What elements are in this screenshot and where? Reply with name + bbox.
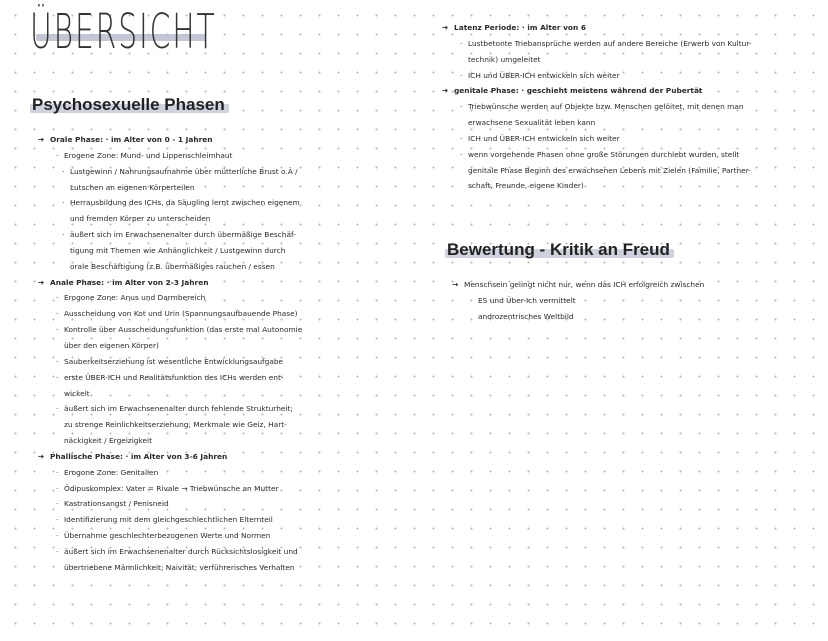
bullet-icon: · (460, 70, 463, 80)
line-text: zu strenge Reinlichkeitserziehung; Merkmale wie Geiz, Hart- (64, 420, 287, 430)
list-item (442, 36, 802, 52)
list-item (38, 164, 368, 180)
line-text: Lustgewinn / Nahrungsaufnahme über mütterliche Brust o.Ä / (70, 166, 298, 176)
list-item (442, 68, 802, 84)
list-item (38, 465, 368, 481)
page-title: ÜBERSICHT (30, 4, 217, 60)
list-item (38, 496, 368, 512)
arrow-icon: ➔ (38, 135, 45, 144)
bullet-icon: · (56, 467, 59, 477)
bullet-icon: · (56, 325, 59, 335)
line-text: Lustbetonte Triebansprüche werden auf andere Bereiche (Erwerb von Kultur- (468, 38, 752, 48)
bullet-icon: · (460, 102, 463, 112)
bullet-icon: · (460, 133, 463, 143)
list-item (38, 148, 368, 164)
arrow-icon: → (452, 280, 459, 289)
line-text: Ausscheidung von Kot und Urin (Spannungsaufbauende Phase) (64, 309, 298, 319)
list-item-continuation (38, 211, 368, 227)
list-item-continuation (38, 560, 368, 576)
bullet-icon: · (62, 166, 65, 176)
bullet-icon: · (56, 372, 59, 382)
section-heading-phasen (32, 95, 225, 115)
bullet-icon: · (56, 356, 59, 366)
bullet-icon: · (56, 546, 59, 556)
phase-heading (442, 83, 802, 99)
line-text: Erogone Zone: Genitalien (64, 467, 159, 477)
list-item-continuation (38, 338, 368, 354)
line-text: Orale Phase: · im Alter von 0 - 1 Jahren (50, 135, 213, 144)
list-item-continuation (38, 417, 368, 433)
list-item (38, 512, 368, 528)
bullet-icon: · (56, 483, 59, 493)
line-text: Herrausbildung des ICHs, da Säugling lernt zwischen eigenem (70, 198, 300, 208)
line-text: Übernahme geschlechterbezogenen Werte und Normen (64, 531, 271, 541)
list-item-continuation (38, 243, 368, 259)
line-text: äußert sich im Erwachsenenalter durch übermäßige Beschäf- (70, 230, 296, 240)
line-text: schaft, Freunde, eigene Kinder) (468, 181, 584, 191)
list-item (38, 370, 368, 386)
line-text: Latenz Periode: · im Alter von 6 (454, 23, 586, 32)
line-text: über den eigenen Körper) (64, 340, 159, 350)
section-heading-bewertung (447, 240, 670, 260)
list-item (38, 544, 368, 560)
line-text: Anale Phase: · im Alter von 2-3 Jahren (50, 277, 209, 287)
phases-list-left (38, 132, 368, 576)
line-text: Triebwünsche werden auf Objekte bzw. Menschen gelöitet, mit denen man (468, 102, 744, 112)
phase-heading (442, 20, 802, 36)
bullet-icon: · (56, 150, 59, 160)
bullet-icon: · (56, 515, 59, 525)
phase-heading (38, 132, 368, 148)
list-item (452, 309, 812, 325)
line-text: Kastrationsangst / Penisneid (64, 499, 169, 509)
list-item-continuation (442, 52, 802, 68)
list-item-continuation (442, 178, 802, 194)
list-item-continuation (38, 180, 368, 196)
line-text: orale Beschäftigung (z.B. übermäßiges rauchen / essen (70, 261, 275, 271)
line-text: Kontrolle über Ausscheidungsfunktion (das erste mal Autonomie (64, 325, 303, 335)
line-text: erwachsene Sexualität leben kann (468, 118, 596, 128)
line-text: Erogone Zone: Anus und Darmbereich (64, 293, 206, 303)
list-item (442, 99, 802, 115)
bullet-icon: · (56, 499, 59, 509)
line-text: ICH und ÜBER-ICH entwickeln sich weiter (468, 70, 620, 80)
section-heading-text: Psychosexuelle Phasen (32, 95, 225, 114)
bullet-icon: · (56, 404, 59, 414)
list-item (38, 195, 368, 211)
list-item (442, 131, 802, 147)
list-item (38, 401, 368, 417)
line-text: Phallische Phase: · im Alter von 3-6 Jahren (50, 451, 228, 461)
list-item (38, 354, 368, 370)
list-item-continuation (442, 115, 802, 131)
line-text: Erogene Zone: Mund- und Lippenschleimhaut (64, 150, 233, 160)
line-text: Sauberkeitserziehung ist wesentliche Entwicklungsaufgabe (64, 356, 284, 366)
line-text: technik) umgeleitet (468, 54, 541, 64)
bullet-icon: · (56, 293, 59, 303)
bullet-icon: · (460, 38, 463, 48)
bullet-icon: · (62, 230, 65, 240)
list-item-continuation (38, 433, 368, 449)
arrow-icon: ➔ (442, 23, 449, 32)
line-text: übertriebene Männlichkeit; Naivität; verführerisches Verhalten (64, 562, 295, 572)
list-item-continuation (442, 163, 802, 179)
line-text: Lutschen an eigenen Körperteilen (70, 182, 195, 192)
line-text: erste ÜBER-ICH und Realitätsfunktion des ICHs werden ent- (64, 372, 284, 382)
list-item (38, 528, 368, 544)
list-item (38, 306, 368, 322)
section-heading-text: Bewertung - Kritik an Freud (447, 240, 670, 259)
line-text: genitale Phase Beginn des erwachsenen Lebens mit Zielen (Familie, Partner- (468, 165, 751, 175)
arrow-icon: ➔ (38, 451, 45, 461)
bullet-icon: · (56, 531, 59, 541)
arrow-icon: ➔ (442, 86, 449, 96)
line-text: Menschsein gelingt nicht nur, wenn das ICH erfolgreich zwischen (464, 280, 705, 289)
line-text: tigung mit Themen wie Anhänglichkeit / Lustgewinn durch (70, 245, 286, 255)
bullet-icon: · (56, 309, 59, 319)
line-text: wickelt (64, 388, 90, 398)
list-item (38, 481, 368, 497)
line-text: Ödipuskomplex: Vater = Rivale → Triebwünsche an Mutter (64, 483, 279, 493)
line-text: äußert sich im Erwachsenenalter durch fehlende Strukturheit; (64, 404, 293, 414)
line-text: ICH und ÜBER-ICH entwickeln sich weiter (468, 133, 620, 143)
line-text: wenn vorgehende Phasen ohne große Störungen durchlebt wurden, stellt (468, 149, 740, 159)
bullet-icon: · (62, 198, 65, 208)
list-item-continuation (38, 259, 368, 275)
phase-heading (38, 275, 368, 291)
phases-list-right (442, 20, 802, 194)
list-item (442, 147, 802, 163)
line-text: näckigkeit / Ergeizigkeit (64, 436, 153, 446)
line-text: ES und Über-Ich vermittelt (478, 295, 576, 305)
line-text: genitale Phase: · geschieht meistens während der Pubertät (454, 86, 703, 96)
line-text: äußert sich im Erwachsenenalter durch Rücksichtslosigkeit und (64, 546, 298, 556)
list-item (38, 227, 368, 243)
arrow-icon: ➔ (38, 277, 45, 287)
phase-heading (38, 449, 368, 465)
line-text: androzentrisches Weltbild (478, 311, 574, 321)
line-text: Identifizierung mit dem gleichgeschlechtlichen Elternteil (64, 515, 273, 525)
list-item (38, 322, 368, 338)
bullet-icon: · (460, 149, 463, 159)
line-text: und fremden Körper zu unterscheiden (70, 214, 211, 224)
list-item-continuation (38, 386, 368, 402)
list-item-continuation (452, 293, 812, 309)
list-item (38, 290, 368, 306)
list-item (452, 277, 812, 293)
critique-list (452, 277, 812, 325)
